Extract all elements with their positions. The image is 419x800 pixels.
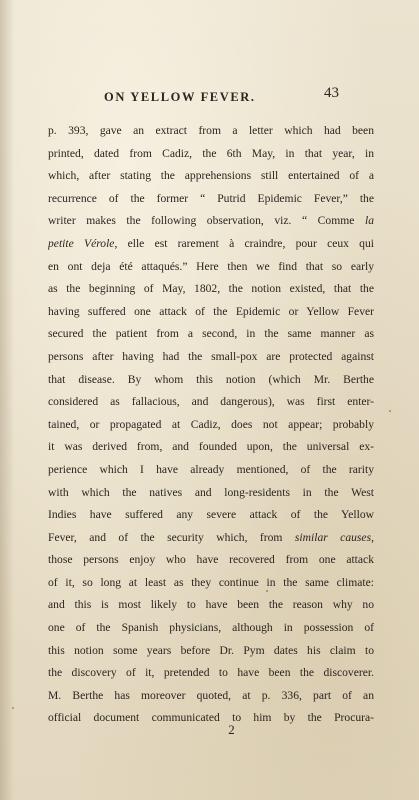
text-line: tained, or propagated at Cadiz, does not appear; probably	[48, 417, 374, 431]
text-line: and this is most likely to have been the reason why no	[48, 598, 374, 612]
italic-segment: similar causes	[294, 530, 372, 544]
text-line: en ont deja été attaqués.” Here then we find that so early	[48, 259, 374, 273]
text-line: secured the patient from a second, in the same manner as	[48, 327, 374, 341]
italic-segment: petite Vérole	[48, 236, 115, 250]
paper-speck	[12, 707, 14, 709]
spine-shadow	[0, 0, 14, 800]
text-line: those persons enjoy who have recovered from one attack	[48, 553, 374, 567]
text-line: with which the natives and long-residents in the West	[48, 485, 374, 499]
text-line	[48, 233, 374, 256]
text-line: M. Berthe has moreover quoted, at p. 336, part of an	[48, 688, 374, 702]
signature-mark	[0, 722, 419, 738]
text-line: as the beginning of May, 1802, the notion existed, that the	[48, 282, 374, 296]
text-segment: writer makes the following observation, viz. “ Comme	[48, 214, 365, 228]
text-line	[48, 527, 374, 550]
text-line: printed, dated from Cadiz, the 6th May, in that year, in	[48, 146, 374, 160]
text-line: that disease. By whom this notion (which Mr. Berthe	[48, 372, 374, 386]
text-line: having suffered one attack of the Epidemic or Yellow Fever	[48, 304, 374, 318]
running-title: ON YELLOW FEVER.	[104, 90, 256, 104]
italic-segment: la	[364, 214, 374, 228]
page-number: 43	[324, 85, 339, 101]
text-line: one of the Spanish physicians, although in possession of	[48, 621, 374, 635]
text-segment: Fever, and of the security which, from	[48, 530, 295, 544]
body-text	[48, 120, 374, 730]
text-segment: ,	[371, 530, 374, 544]
running-head	[0, 85, 419, 110]
text-line: recurrence of the former “ Putrid Epidemic Fever,” the	[48, 191, 374, 205]
text-line: this notion some years before Dr. Pym dates his claim to	[48, 643, 374, 657]
text-line: it was derived from, and founded upon, the universal ex-	[48, 440, 374, 454]
text-line: perience which I have already mentioned, of the rarity	[48, 462, 374, 476]
text-segment: , elle est rarement à craindre, pour ceux qui	[114, 236, 374, 250]
signature-mark-text: 2	[228, 722, 235, 737]
text-line: the discovery of it, pretended to have been the discoverer.	[48, 666, 374, 680]
paper-speck	[389, 410, 391, 412]
text-line: p. 393, gave an extract from a letter which had been	[48, 124, 374, 137]
text-line: official document communicated to him by the Procura-	[48, 711, 374, 725]
text-line: Indies have suffered any severe attack of the Yellow	[48, 508, 374, 522]
text-line	[48, 210, 374, 233]
text-line: considered as fallacious, and dangerous), was first enter-	[48, 395, 374, 409]
text-line: persons after having had the small-pox are protected against	[48, 349, 374, 363]
text-line: of it, so long at least as they continue in the same climate:	[48, 575, 374, 589]
paper-speck	[266, 590, 268, 592]
text-line: which, after stating the apprehensions still entertained of a	[48, 169, 374, 183]
